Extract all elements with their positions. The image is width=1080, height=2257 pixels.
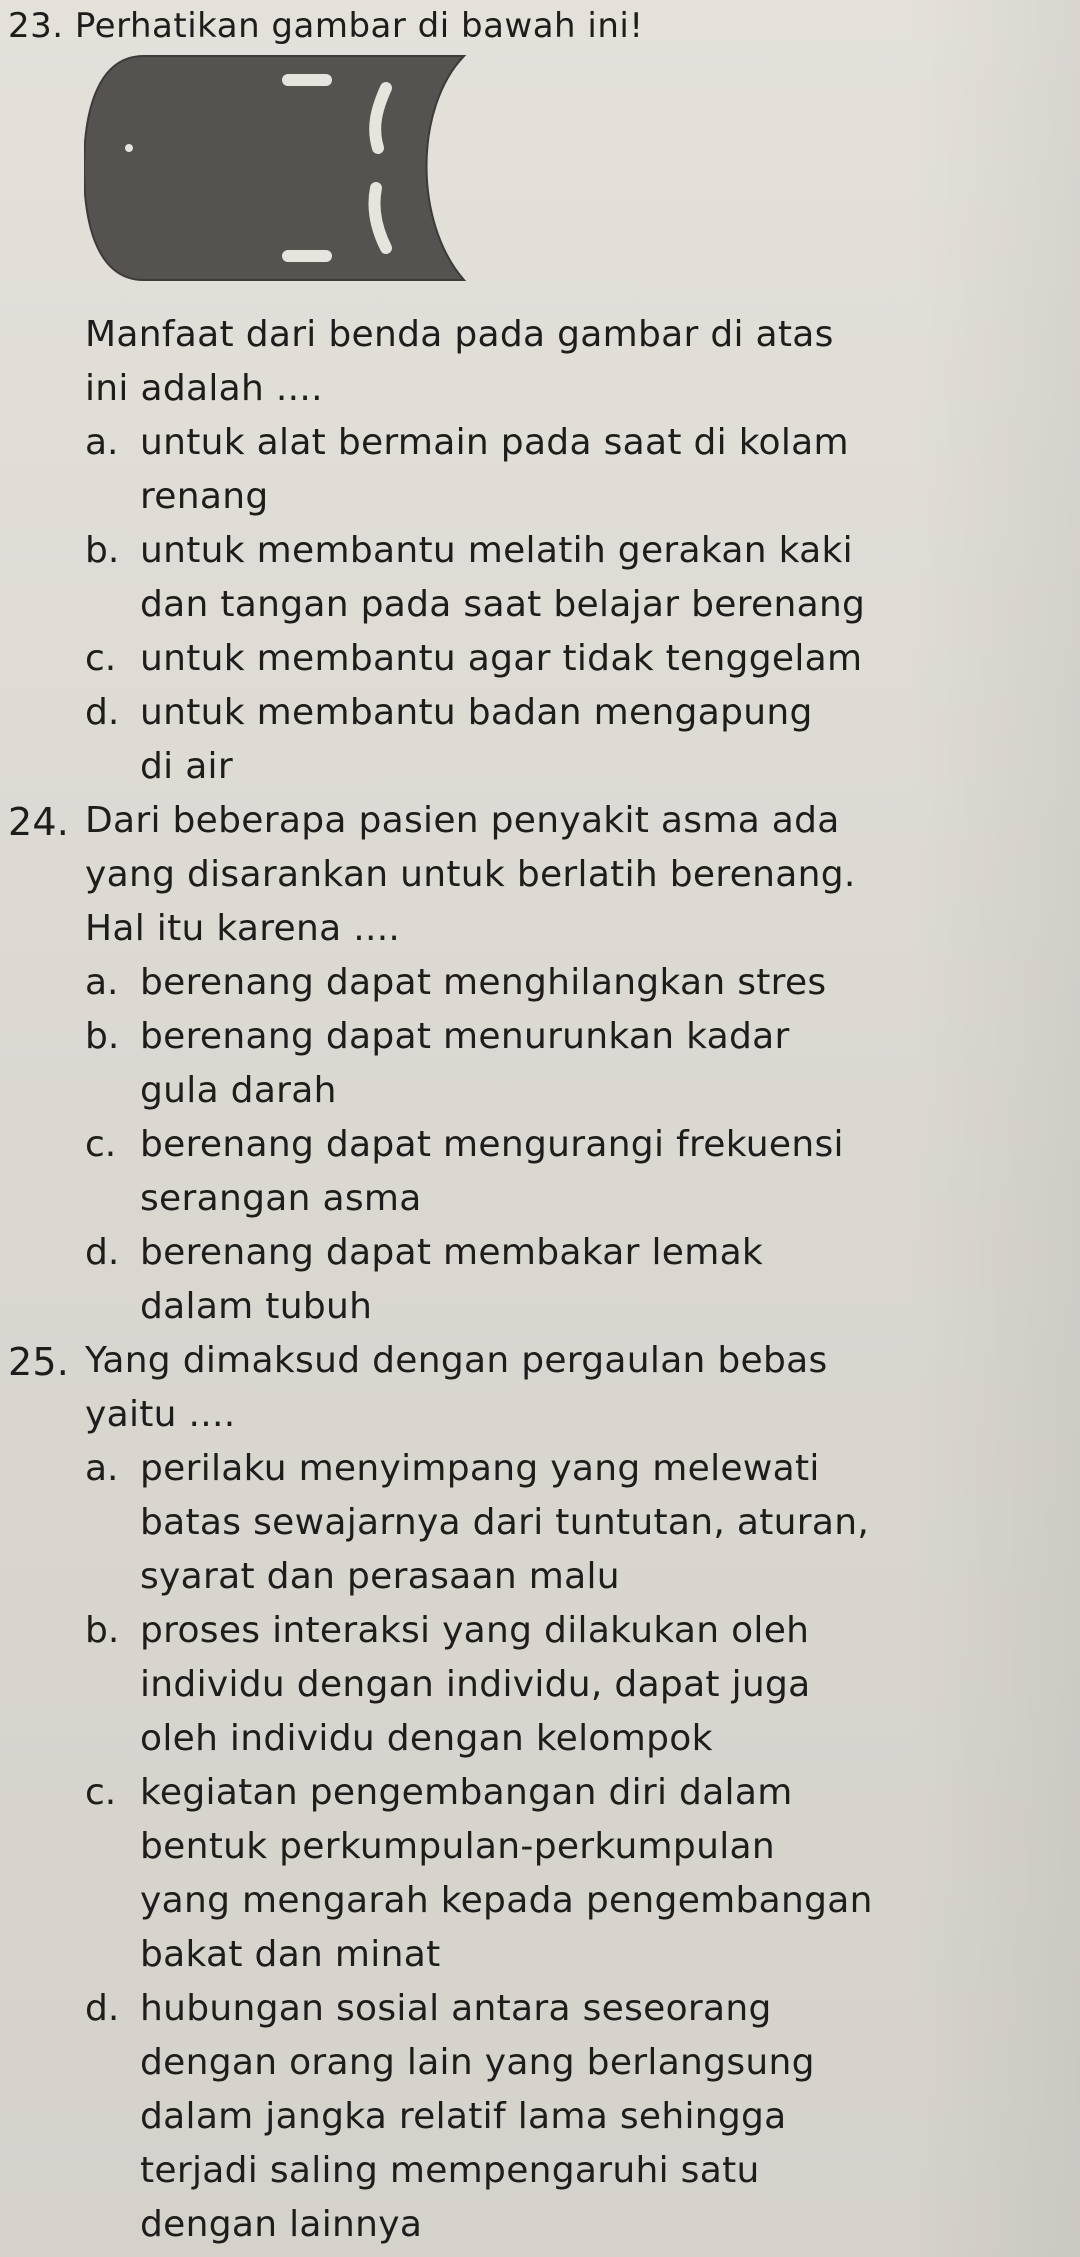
question-24-stem-line-3: Hal itu karena ....	[85, 908, 401, 949]
kickboard-illustration	[84, 48, 474, 288]
question-23-option-c-letter[interactable]: c.	[85, 638, 117, 679]
question-24-option-a-letter[interactable]: a.	[85, 962, 119, 1003]
question-23-option-d-line-1[interactable]: untuk membantu badan mengapung	[140, 692, 813, 733]
question-25-stem-line-2: yaitu ....	[85, 1394, 236, 1435]
question-23-number: 23.	[8, 6, 64, 46]
question-25-option-b-letter[interactable]: b.	[85, 1610, 120, 1651]
question-25-option-d-line-4[interactable]: terjadi saling mempengaruhi satu	[140, 2150, 760, 2191]
question-23-stem-line-2: ini adalah ....	[85, 368, 323, 409]
question-25-option-a-line-3[interactable]: syarat dan perasaan malu	[140, 1556, 620, 1597]
question-25-option-a-letter[interactable]: a.	[85, 1448, 119, 1489]
question-25-option-a-line-2[interactable]: batas sewajarnya dari tuntutan, aturan,	[140, 1502, 870, 1543]
question-25-number: 25.	[8, 1340, 70, 1384]
question-25-option-c-line-3[interactable]: yang mengarah kepada pengembangan	[140, 1880, 873, 1921]
question-25-option-c-letter[interactable]: c.	[85, 1772, 117, 1813]
question-24-option-b-line-1[interactable]: berenang dapat menurunkan kadar	[140, 1016, 790, 1057]
question-24-option-c-line-1[interactable]: berenang dapat mengurangi frekuensi	[140, 1124, 844, 1165]
question-23-option-c-line-1[interactable]: untuk membantu agar tidak tenggelam	[140, 638, 863, 679]
question-25-option-a-line-1[interactable]: perilaku menyimpang yang melewati	[140, 1448, 820, 1489]
kickboard-image	[84, 48, 474, 288]
question-25-option-c-line-1[interactable]: kegiatan pengembangan diri dalam	[140, 1772, 793, 1813]
question-23-header	[8, 6, 644, 46]
question-23-option-a-line-1[interactable]: untuk alat bermain pada saat di kolam	[140, 422, 849, 463]
question-23-option-b-line-1[interactable]: untuk membantu melatih gerakan kaki	[140, 530, 853, 571]
question-25-option-d-letter[interactable]: d.	[85, 1988, 120, 2029]
question-25-option-b-line-1[interactable]: proses interaksi yang dilakukan oleh	[140, 1610, 810, 1651]
question-24-option-d-line-2[interactable]: dalam tubuh	[140, 1286, 373, 1327]
question-24-option-c-line-2[interactable]: serangan asma	[140, 1178, 422, 1219]
question-25-option-b-line-2[interactable]: individu dengan individu, dapat juga	[140, 1664, 811, 1705]
question-23-option-a-line-2[interactable]: renang	[140, 476, 269, 517]
question-23-option-d-letter[interactable]: d.	[85, 692, 120, 733]
question-24-option-b-letter[interactable]: b.	[85, 1016, 120, 1057]
page-shadow	[910, 0, 1080, 2257]
question-23-option-a-letter[interactable]: a.	[85, 422, 119, 463]
question-23-stem-line-1: Manfaat dari benda pada gambar di atas	[85, 314, 834, 355]
question-24-option-d-letter[interactable]: d.	[85, 1232, 120, 1273]
question-23-title: Perhatikan gambar di bawah ini!	[74, 6, 644, 46]
question-25-stem-line-1: Yang dimaksud dengan pergaulan bebas	[85, 1340, 828, 1381]
question-24-stem-line-1: Dari beberapa pasien penyakit asma ada	[85, 800, 840, 841]
question-25-option-b-line-3[interactable]: oleh individu dengan kelompok	[140, 1718, 713, 1759]
question-23-option-d-line-2[interactable]: di air	[140, 746, 233, 787]
question-23-option-b-letter[interactable]: b.	[85, 530, 120, 571]
question-23-option-b-line-2[interactable]: dan tangan pada saat belajar berenang	[140, 584, 866, 625]
question-24-option-b-line-2[interactable]: gula darah	[140, 1070, 337, 1111]
question-24-number: 24.	[8, 800, 70, 844]
question-25-option-d-line-5[interactable]: dengan lainnya	[140, 2204, 423, 2245]
question-24-option-a-line-1[interactable]: berenang dapat menghilangkan stres	[140, 962, 827, 1003]
question-25-option-d-line-1[interactable]: hubungan sosial antara seseorang	[140, 1988, 772, 2029]
question-24-stem-line-2: yang disarankan untuk berlatih berenang.	[85, 854, 856, 895]
question-25-option-c-line-2[interactable]: bentuk perkumpulan-perkumpulan	[140, 1826, 775, 1867]
question-25-option-c-line-4[interactable]: bakat dan minat	[140, 1934, 441, 1975]
question-24-option-d-line-1[interactable]: berenang dapat membakar lemak	[140, 1232, 764, 1273]
question-25-option-d-line-3[interactable]: dalam jangka relatif lama sehingga	[140, 2096, 787, 2137]
question-25-option-d-line-2[interactable]: dengan orang lain yang berlangsung	[140, 2042, 815, 2083]
question-24-option-c-letter[interactable]: c.	[85, 1124, 117, 1165]
